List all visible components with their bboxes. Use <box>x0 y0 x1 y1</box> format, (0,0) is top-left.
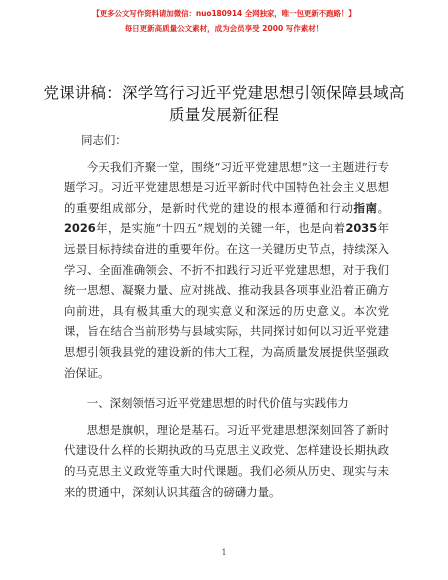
intro-year-2026: 2026 <box>64 221 96 236</box>
section-heading-1: 一、深刻领悟习近平党建思想的时代价值与实践伟力 <box>86 396 349 411</box>
document-title: 党课讲稿：深学笃行习近平党建思想引领保障县域高质量发展新征程 <box>43 84 405 124</box>
salutation: 同志们： <box>81 133 127 147</box>
intro-paragraph <box>64 157 389 384</box>
section-1-paragraph: 思想是旗帜，理论是基石。习近平党建思想深刻回答了新时代建设什么样的长期执政的马克思主义政党、怎样建设长期执政的马克思主义政党等重大时代课题。我们必须从历史、现实与未来的贯通中，深刻认识其蕴含的磅礴力量。 <box>64 422 389 499</box>
document-body <box>64 130 389 502</box>
intro-text-3: 年，是实施“十四五”规划的关键一年，也是向着 <box>95 221 346 236</box>
intro-text-1: 今天我们齐聚一堂，围绕“习近平党建思想”这一主题进行专题学习。习近平党建思想是习近平新时代中国特色社会主义思想的重要组成部分，是新时代党的建设的根本遵循和行动 <box>64 159 389 215</box>
intro-text-bold-guide: 指南 <box>353 200 378 215</box>
promo-banner-line-2: 每日更新高质量公文素材，成为会员享受 2000 写作素材！ <box>124 24 324 33</box>
promo-banner <box>0 8 448 34</box>
intro-text-2: 。 <box>377 200 389 215</box>
promo-banner-line-1: 【更多公文写作资料请加微信：nuo180914 全网独家，唯一包更新不跑路！】 <box>92 9 356 18</box>
page-number: 1 <box>221 548 227 557</box>
intro-text-4: 年远景目标持续奋进的重要年份。在这一关键历史节点，持续深入学习、全面准确领会、不折不扣践行习近平党建思想，对于我们统一思想、凝聚力量、应对挑战、推动我县各项事业沿着正确方向前进，具有极其重大的现实意义和深远的历史意义。本次党课，旨在结合当前形势与县域实际，共同探讨如何以习近平党建思想引领我县党的建设新的伟大工程，为高质量发展提供坚强政治保证。 <box>64 221 389 380</box>
intro-year-2035: 2035 <box>345 221 378 236</box>
